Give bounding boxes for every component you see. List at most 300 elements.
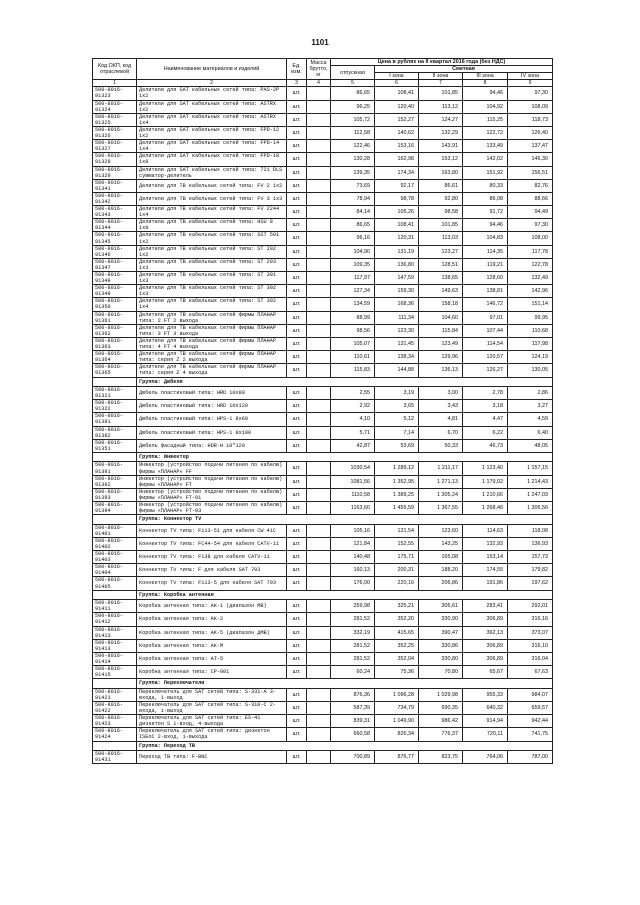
price-cell: 114,63 — [463, 524, 508, 537]
price-cell: 352,04 — [375, 652, 419, 665]
price-cell: 96,16 — [331, 232, 375, 245]
group-title: Группа: Коробка антенная — [137, 590, 553, 600]
price-cell: 305,61 — [419, 600, 463, 613]
price-cell: 1 157,15 — [508, 462, 553, 475]
name-cell: Делители для SAT кабельных сетей типа: 721 DLS сумматор-делитель — [137, 166, 287, 179]
price-cell: 123,27 — [419, 245, 463, 258]
price-cell: 92,80 — [419, 192, 463, 205]
unit-cell: шт. — [287, 652, 307, 665]
code-cell: 500-8016-91323 — [93, 87, 137, 100]
price-cell: 149,63 — [419, 285, 463, 298]
unit-cell: шт. — [287, 462, 307, 475]
mass-cell — [307, 751, 331, 764]
price-cell: 136,80 — [375, 258, 419, 271]
mass-cell — [307, 426, 331, 439]
price-cell: 123,49 — [419, 337, 463, 350]
table-row — [93, 551, 553, 564]
name-cell: Коннектор TV типа: FC44-54 для кабеля CATV-11 — [137, 537, 287, 550]
price-cell: 98,56 — [331, 324, 375, 337]
price-cell: 1 179,02 — [463, 475, 508, 488]
group-code-cell — [93, 590, 137, 600]
price-cell: 157,73 — [508, 551, 553, 564]
price-cell: 352,20 — [375, 613, 419, 626]
unit-cell: шт. — [287, 439, 307, 452]
price-cell: 220,16 — [375, 577, 419, 590]
mass-cell — [307, 728, 331, 741]
table-row — [93, 364, 553, 377]
unit-cell: шт. — [287, 413, 307, 426]
price-cell: 88,66 — [508, 192, 553, 205]
code-cell: 500-8016-91346 — [93, 245, 137, 258]
name-cell: Делители для SAT кабельных сетей типа: FPD-12 1x2 — [137, 126, 287, 139]
name-cell: Делители для ТВ кабельных сетей типа: ST 301 1x3 — [137, 272, 287, 285]
price-cell: 142,96 — [508, 285, 553, 298]
unit-cell: шт. — [287, 577, 307, 590]
price-cell: 151,92 — [463, 166, 508, 179]
code-cell: 500-8016-91328 — [93, 153, 137, 166]
price-cell: 131,19 — [375, 245, 419, 258]
price-cell: 984,07 — [508, 688, 553, 701]
table-row — [93, 728, 553, 741]
mass-cell — [307, 298, 331, 311]
price-cell: 826,34 — [375, 728, 419, 741]
price-cell: 2,78 — [463, 387, 508, 400]
price-cell: 120,57 — [463, 351, 508, 364]
price-cell: 86,65 — [331, 219, 375, 232]
price-cell: 133,49 — [463, 140, 508, 153]
table-row — [93, 100, 553, 113]
name-cell: Делители для SAT кабельных сетей типа: ASTRX 1x2 — [137, 100, 287, 113]
unit-cell: шт. — [287, 564, 307, 577]
code-cell: 500-8016-91322 — [93, 400, 137, 413]
name-cell: Делители для SAT кабельных сетей типа: ASTRX 1x4 — [137, 113, 287, 126]
price-cell: 147,59 — [375, 272, 419, 285]
table-row — [93, 285, 553, 298]
price-cell: 1 214,43 — [508, 475, 553, 488]
table-row — [93, 87, 553, 100]
price-cell: 143,91 — [419, 140, 463, 153]
price-cell: 3,18 — [463, 400, 508, 413]
table-row — [93, 577, 553, 590]
table-row — [93, 337, 553, 350]
column-number: 8 — [463, 80, 508, 87]
price-cell: 986,42 — [419, 715, 463, 728]
price-cell: 1 210,66 — [463, 488, 508, 501]
code-cell: 500-8016-91403 — [93, 551, 137, 564]
price-cell: 65,67 — [463, 666, 508, 679]
price-cell: 659,57 — [508, 701, 553, 714]
price-cell: 1 029,98 — [419, 688, 463, 701]
table-body — [93, 87, 553, 764]
code-cell: 500-8016-91405 — [93, 577, 137, 590]
unit-cell: шт. — [287, 400, 307, 413]
unit-cell: шт. — [287, 524, 307, 537]
price-cell: 159,30 — [375, 285, 419, 298]
table-row — [93, 192, 553, 205]
header-name: Наименование материалов и изделий — [137, 59, 287, 80]
price-cell: 316,16 — [508, 613, 553, 626]
table-row — [93, 564, 553, 577]
mass-cell — [307, 113, 331, 126]
unit-cell: шт. — [287, 245, 307, 258]
price-cell: 1 289,12 — [375, 462, 419, 475]
group-code-cell — [93, 452, 137, 462]
code-cell: 500-8016-91329 — [93, 166, 137, 179]
table-row — [93, 475, 553, 488]
header-code: Код ОКП, код отраслевой — [93, 59, 137, 80]
code-cell: 500-8016-91422 — [93, 701, 137, 714]
name-cell: Делители для ТВ кабельных сетей фирмы ПЛАНАР типа: серия Z 2 выхода — [137, 351, 287, 364]
table-row — [93, 140, 553, 153]
price-cell: 134,59 — [331, 298, 375, 311]
mass-cell — [307, 666, 331, 679]
table-row — [93, 688, 553, 701]
price-cell: 1 306,56 — [508, 502, 553, 515]
price-cell: 120,40 — [375, 100, 419, 113]
price-cell: 914,94 — [463, 715, 508, 728]
price-cell: 105,26 — [375, 206, 419, 219]
unit-cell: шт. — [287, 600, 307, 613]
price-cell: 80,33 — [463, 179, 508, 192]
group-title: Группа: Коннектор TV — [137, 515, 553, 525]
price-cell: 82,76 — [508, 179, 553, 192]
table-row — [93, 311, 553, 324]
code-cell: 500-8016-91414 — [93, 652, 137, 665]
price-cell: 99,95 — [508, 311, 553, 324]
code-cell: 500-8016-91421 — [93, 688, 137, 701]
price-cell: 316,04 — [508, 652, 553, 665]
price-cell: 352,25 — [375, 639, 419, 652]
mass-cell — [307, 100, 331, 113]
price-cell: 118,73 — [508, 113, 553, 126]
price-cell: 734,79 — [375, 701, 419, 714]
name-cell: Дюбель фасадный типа: HDR-H 10*120 — [137, 439, 287, 452]
price-cell: 104,83 — [463, 232, 508, 245]
price-cell: 162,98 — [375, 153, 419, 166]
unit-cell: шт. — [287, 715, 307, 728]
name-cell: Инжектор (устройство подачи питания по кабелю) фирмы «ПЛАНАР» FT-01 — [137, 488, 287, 501]
code-cell: 500-8016-91392 — [93, 475, 137, 488]
unit-cell: шт. — [287, 126, 307, 139]
price-cell: 206,86 — [419, 577, 463, 590]
name-cell: Коробка антенная типа: АК-2 — [137, 613, 287, 626]
name-cell: Коннектор TV типа: F138 для кабеля CATV-11 — [137, 551, 287, 564]
mass-cell — [307, 652, 331, 665]
mass-cell — [307, 206, 331, 219]
name-cell: Делители для SAT кабельных сетей типа: PAS-2P 1x2 — [137, 87, 287, 100]
code-cell: 500-8016-91423 — [93, 715, 137, 728]
code-cell: 500-8016-91401 — [93, 524, 137, 537]
group-code-cell — [93, 741, 137, 751]
price-cell: 139,35 — [331, 166, 375, 179]
price-cell: 144,88 — [375, 364, 419, 377]
code-cell: 500-8016-91345 — [93, 232, 137, 245]
price-cell: 4,10 — [331, 413, 375, 426]
group-title: Группа: Дюбеля — [137, 377, 553, 387]
name-cell: Коннектор TV типа: F113-5 для кабеля SAT 703 — [137, 577, 287, 590]
mass-cell — [307, 537, 331, 550]
mass-cell — [307, 688, 331, 701]
column-number: 1 — [93, 80, 137, 87]
price-cell: 2,55 — [331, 387, 375, 400]
unit-cell: шт. — [287, 537, 307, 550]
code-cell: 500-8016-91321 — [93, 387, 137, 400]
table-row — [93, 113, 553, 126]
table-row — [93, 488, 553, 501]
price-cell: 660,58 — [331, 728, 375, 741]
price-cell: 4,81 — [419, 413, 463, 426]
price-cell: 96,25 — [331, 100, 375, 113]
price-cell: 1 389,25 — [375, 488, 419, 501]
price-cell: 127,34 — [331, 285, 375, 298]
price-cell: 117,98 — [508, 337, 553, 350]
price-cell: 3,27 — [508, 400, 553, 413]
price-cell: 108,41 — [375, 87, 419, 100]
price-cell: 132,49 — [508, 272, 553, 285]
group-row — [93, 452, 553, 462]
unit-cell: шт. — [287, 613, 307, 626]
column-number: 2 — [137, 80, 287, 87]
name-cell: Делители для ТВ кабельных сетей типа: FV 3 1x3 — [137, 192, 287, 205]
mass-cell — [307, 715, 331, 728]
price-cell: 823,75 — [419, 751, 463, 764]
price-cell: 3,19 — [375, 387, 419, 400]
price-cell: 124,19 — [508, 351, 553, 364]
code-cell: 500-8016-91343 — [93, 206, 137, 219]
name-cell: Делители для ТВ кабельных сетей типа: ST 302 1x4 — [137, 298, 287, 311]
price-cell: 101,85 — [419, 87, 463, 100]
price-cell: 105,16 — [331, 524, 375, 537]
header-zone2: II зона — [419, 73, 463, 80]
price-cell: 1 352,95 — [375, 475, 419, 488]
code-cell: 500-8016-91413 — [93, 626, 137, 639]
table-row — [93, 439, 553, 452]
price-cell: 259,98 — [331, 600, 375, 613]
price-cell: 146,72 — [463, 298, 508, 311]
price-cell: 122,46 — [331, 140, 375, 153]
mass-cell — [307, 324, 331, 337]
group-code-cell — [93, 377, 137, 387]
mass-cell — [307, 87, 331, 100]
table-row — [93, 701, 553, 714]
table-row — [93, 652, 553, 665]
mass-cell — [307, 613, 331, 626]
price-cell: 281,52 — [331, 652, 375, 665]
price-cell: 115,83 — [331, 364, 375, 377]
code-cell: 500-8016-91431 — [93, 751, 137, 764]
price-cell: 136,93 — [508, 537, 553, 550]
price-cell: 281,52 — [331, 639, 375, 652]
unit-cell: шт. — [287, 285, 307, 298]
price-cell: 118,08 — [508, 524, 553, 537]
mass-cell — [307, 337, 331, 350]
unit-cell: шт. — [287, 179, 307, 192]
price-cell: 876,77 — [375, 751, 419, 764]
group-title: Группа: Переключатели — [137, 679, 553, 689]
table-row — [93, 219, 553, 232]
table-row — [93, 126, 553, 139]
code-cell: 500-8016-91324 — [93, 100, 137, 113]
price-cell: 1081,56 — [331, 475, 375, 488]
price-cell: 3,65 — [375, 400, 419, 413]
price-cell: 587,39 — [331, 701, 375, 714]
mass-cell — [307, 600, 331, 613]
price-cell: 137,47 — [508, 140, 553, 153]
header-zone3: III зона — [463, 73, 508, 80]
price-cell: 281,52 — [331, 613, 375, 626]
unit-cell: шт. — [287, 751, 307, 764]
unit-cell: шт. — [287, 688, 307, 701]
price-cell: 138,81 — [463, 285, 508, 298]
unit-cell: шт. — [287, 272, 307, 285]
price-cell: 114,54 — [463, 337, 508, 350]
price-cell: 955,33 — [463, 688, 508, 701]
price-cell: 839,31 — [331, 715, 375, 728]
price-cell: 112,58 — [331, 126, 375, 139]
table-row — [93, 206, 553, 219]
code-cell: 500-8016-91341 — [93, 179, 137, 192]
header-estimated: Сметная — [375, 66, 553, 73]
price-cell: 91,72 — [463, 206, 508, 219]
name-cell: Дюбель пластиковый типа: HRD 10x120 — [137, 400, 287, 413]
mass-cell — [307, 166, 331, 179]
price-cell: 741,75 — [508, 728, 553, 741]
price-cell: 151,14 — [508, 298, 553, 311]
price-cell: 98,58 — [419, 206, 463, 219]
price-cell: 415,65 — [375, 626, 419, 639]
code-cell: 500-8016-91327 — [93, 140, 137, 153]
column-number: 4 — [307, 80, 331, 87]
price-cell: 176,00 — [331, 577, 375, 590]
price-cell: 640,32 — [463, 701, 508, 714]
page-number: 1101 — [311, 38, 329, 47]
table-row — [93, 179, 553, 192]
price-cell: 86,08 — [463, 192, 508, 205]
price-cell: 53,69 — [375, 439, 419, 452]
table-row — [93, 715, 553, 728]
price-cell: 115,84 — [419, 324, 463, 337]
column-number: 3 — [287, 80, 307, 87]
code-cell: 500-8016-91364 — [93, 351, 137, 364]
price-cell: 1 367,55 — [419, 502, 463, 515]
table-row — [93, 245, 553, 258]
price-cell: 191,86 — [463, 577, 508, 590]
mass-cell — [307, 577, 331, 590]
price-cell: 48,05 — [508, 439, 553, 452]
price-cell: 720,11 — [463, 728, 508, 741]
price-cell: 67,63 — [508, 666, 553, 679]
price-cell: 132,29 — [419, 126, 463, 139]
unit-cell: шт. — [287, 140, 307, 153]
price-cell: 1110,58 — [331, 488, 375, 501]
column-number: 6 — [375, 80, 419, 87]
table-row — [93, 258, 553, 271]
name-cell: Делители для SAT кабельных сетей типа: FPD-18 1x8 — [137, 153, 287, 166]
column-number: 9 — [508, 80, 553, 87]
code-cell: 500-8016-91412 — [93, 613, 137, 626]
code-cell: 500-8016-91347 — [93, 258, 137, 271]
price-cell: 104,60 — [419, 311, 463, 324]
name-cell: Делители для ТВ кабельных сетей фирмы ПЛАНАР типа: 3 FT 3 выхода — [137, 324, 287, 337]
name-cell: Коробка антенная типа: АК-5 (диапазон ДМВ) — [137, 626, 287, 639]
price-cell: 142,02 — [463, 153, 508, 166]
column-number: 5 — [331, 80, 375, 87]
price-cell: 114,35 — [463, 245, 508, 258]
price-cell: 776,37 — [419, 728, 463, 741]
mass-cell — [307, 551, 331, 564]
mass-cell — [307, 140, 331, 153]
price-cell: 75,36 — [375, 666, 419, 679]
price-cell: 108,41 — [375, 219, 419, 232]
unit-cell: шт. — [287, 387, 307, 400]
mass-cell — [307, 387, 331, 400]
mass-cell — [307, 258, 331, 271]
name-cell: Переключатель для SAT сетей типа: ES-41 диэкетон S 1-вход, 4-выхода — [137, 715, 287, 728]
price-cell: 84,14 — [331, 206, 375, 219]
code-cell: 500-8016-91363 — [93, 337, 137, 350]
group-code-cell — [93, 679, 137, 689]
price-cell: 105,72 — [331, 113, 375, 126]
header-zone4: IV зона — [508, 73, 553, 80]
header-zone1: I зона — [375, 73, 419, 80]
code-cell: 500-8016-91342 — [93, 192, 137, 205]
price-cell: 128,60 — [463, 272, 508, 285]
price-cell: 179,82 — [508, 564, 553, 577]
price-cell: 131,45 — [375, 337, 419, 350]
mass-cell — [307, 192, 331, 205]
unit-cell: шт. — [287, 639, 307, 652]
name-cell: Делители для ТВ кабельных сетей типа: SST 501 1x2 — [137, 232, 287, 245]
table-row — [93, 387, 553, 400]
price-cell: 146,30 — [508, 153, 553, 166]
column-number: 7 — [419, 80, 463, 87]
price-cell: 122,72 — [463, 126, 508, 139]
group-row — [93, 679, 553, 689]
mass-cell — [307, 153, 331, 166]
price-cell: 390,47 — [419, 626, 463, 639]
code-cell: 500-8016-91424 — [93, 728, 137, 741]
price-cell: 362,13 — [463, 626, 508, 639]
table-row — [93, 524, 553, 537]
table-row — [93, 324, 553, 337]
price-cell: 175,71 — [375, 551, 419, 564]
name-cell: Инжектор (устройство подачи питания по кабелю) фирмы «ПЛАНАР» FT-03 — [137, 502, 287, 515]
name-cell: Делители для ТВ кабельных сетей фирмы ПЛАНАР типа: 2 FT 2 выхода — [137, 311, 287, 324]
price-cell: 108,00 — [508, 232, 553, 245]
price-cell: 1 455,59 — [375, 502, 419, 515]
group-row — [93, 590, 553, 600]
price-cell: 138,65 — [419, 272, 463, 285]
unit-cell: шт. — [287, 232, 307, 245]
price-cell: 131,54 — [375, 524, 419, 537]
code-cell: 500-8016-91402 — [93, 537, 137, 550]
name-cell: Делители для SAT кабельных сетей типа: FPD-14 1x4 — [137, 140, 287, 153]
name-cell: Коробка антенная типа: АК-1 (диапазон МВ) — [137, 600, 287, 613]
unit-cell: шт. — [287, 298, 307, 311]
name-cell: Переключатель для SAT сетей типа: S-310-C 2-входа, 1-выход — [137, 701, 287, 714]
price-cell: 110,68 — [508, 324, 553, 337]
name-cell: Делители для ТВ кабельных сетей фирмы ПЛАНАР типа: серия Z 4 выхода — [137, 364, 287, 377]
mass-cell — [307, 232, 331, 245]
price-cell: 94,46 — [463, 219, 508, 232]
code-cell: 500-8016-91325 — [93, 113, 137, 126]
table-row — [93, 626, 553, 639]
price-cell: 60,24 — [331, 666, 375, 679]
price-cell: 160,13 — [331, 564, 375, 577]
unit-cell: шт. — [287, 488, 307, 501]
price-cell: 6,22 — [463, 426, 508, 439]
price-cell: 292,01 — [508, 600, 553, 613]
